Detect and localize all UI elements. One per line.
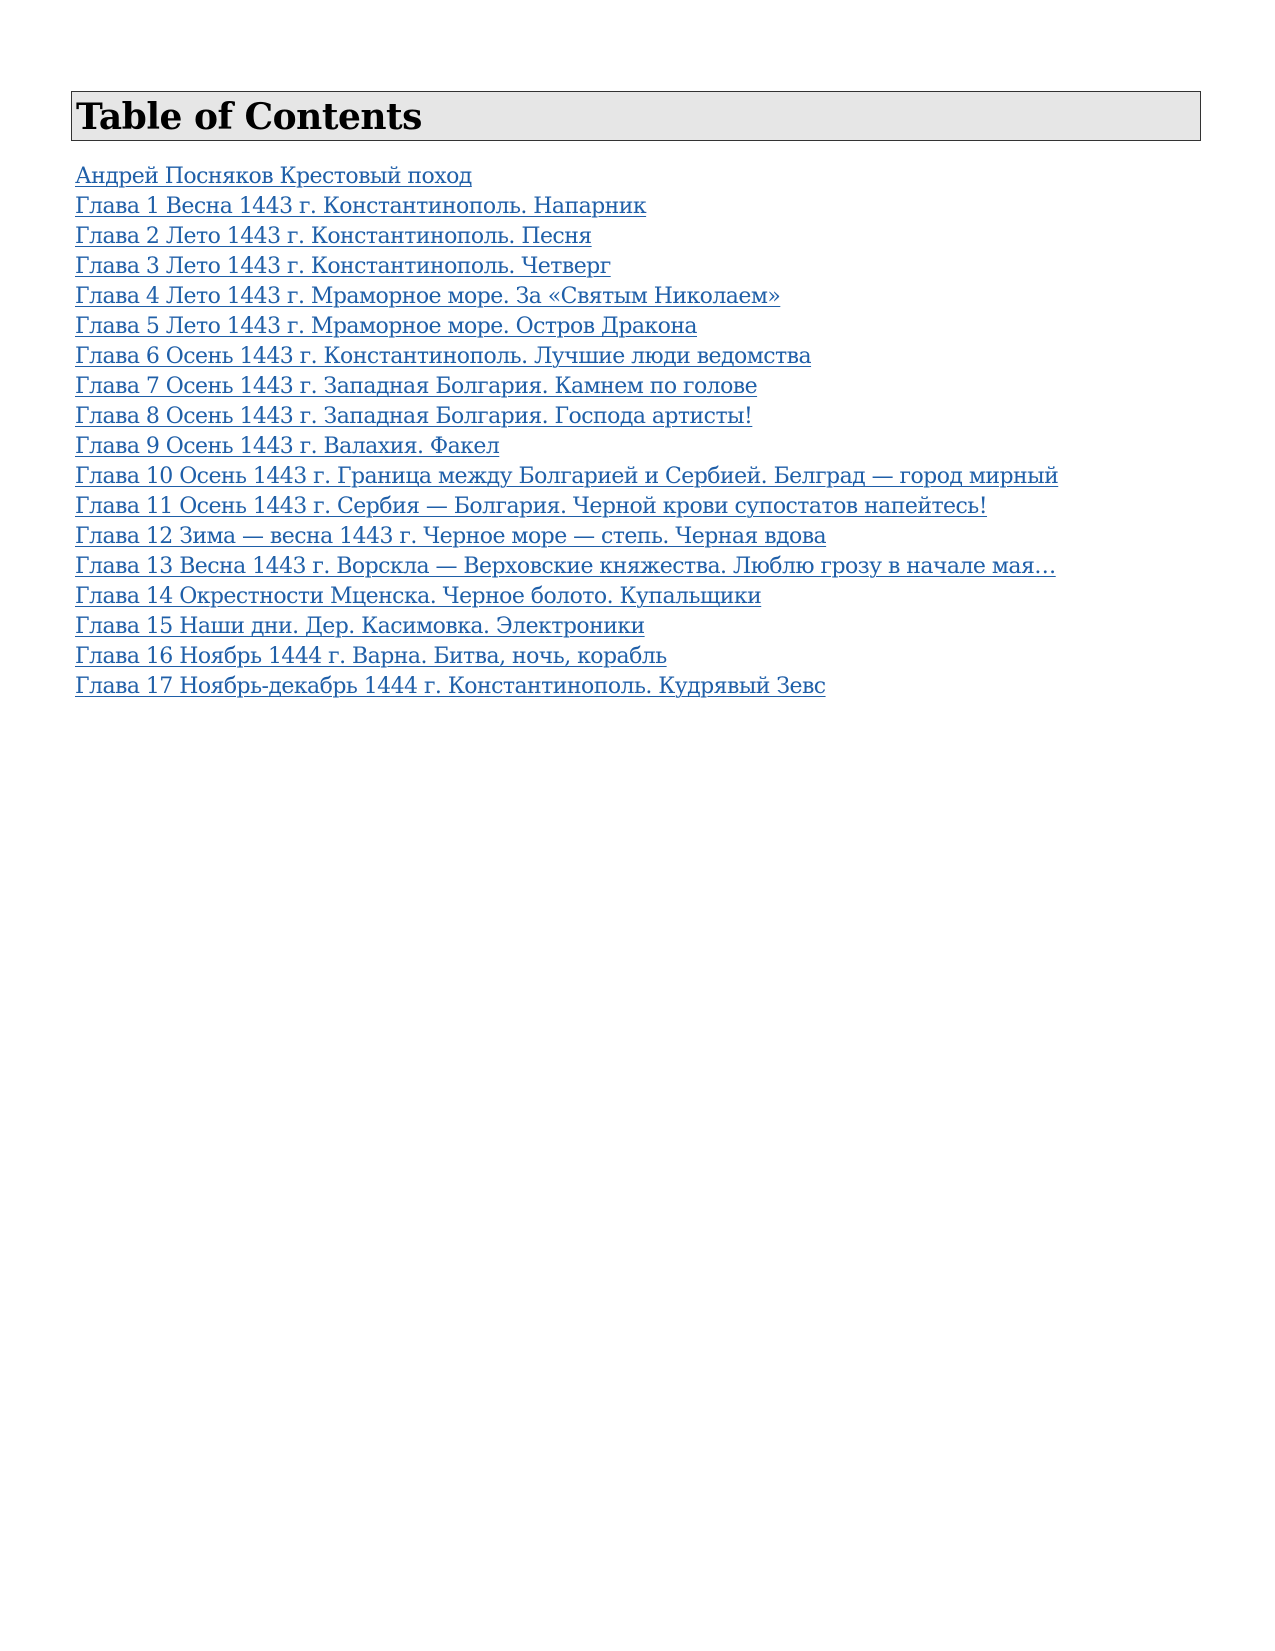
toc-link-chapter-7[interactable]: Глава 7 Осень 1443 г. Западная Болгария. Камнем по голове <box>75 374 758 399</box>
toc-item <box>75 282 1058 312</box>
toc-item <box>75 342 1058 372</box>
toc-link-chapter-9[interactable]: Глава 9 Осень 1443 г. Валахия. Факел <box>75 434 500 459</box>
toc-item <box>75 432 1058 462</box>
toc-item <box>75 492 1058 522</box>
toc-link-chapter-16[interactable]: Глава 16 Ноябрь 1444 г. Варна. Битва, ночь, корабль <box>75 644 667 669</box>
toc-list <box>75 162 1058 702</box>
toc-item <box>75 552 1058 582</box>
toc-link-chapter-1[interactable]: Глава 1 Весна 1443 г. Константинополь. Напарник <box>75 194 647 219</box>
toc-link-chapter-2[interactable]: Глава 2 Лето 1443 г. Константинополь. Песня <box>75 224 592 249</box>
toc-item <box>75 372 1058 402</box>
toc-link-chapter-11[interactable]: Глава 11 Осень 1443 г. Сербия — Болгария. Черной крови супостатов напейтесь! <box>75 494 988 519</box>
toc-link-chapter-15[interactable]: Глава 15 Наши дни. Дер. Касимовка. Электроники <box>75 614 645 639</box>
toc-link-chapter-6[interactable]: Глава 6 Осень 1443 г. Константинополь. Лучшие люди ведомства <box>75 344 812 369</box>
toc-link-chapter-8[interactable]: Глава 8 Осень 1443 г. Западная Болгария. Господа артисты! <box>75 404 753 429</box>
toc-title: Table of Contents <box>76 96 422 138</box>
toc-item <box>75 672 1058 702</box>
toc-link-chapter-12[interactable]: Глава 12 Зима — весна 1443 г. Черное море — степь. Черная вдова <box>75 524 827 549</box>
toc-link-chapter-10[interactable]: Глава 10 Осень 1443 г. Граница между Болгарией и Сербией. Белград — город мирный <box>75 464 1059 489</box>
toc-link-chapter-4[interactable]: Глава 4 Лето 1443 г. Мраморное море. За «Святым Николаем» <box>75 284 781 309</box>
toc-item <box>75 252 1058 282</box>
toc-link-chapter-5[interactable]: Глава 5 Лето 1443 г. Мраморное море. Остров Дракона <box>75 314 698 339</box>
toc-header-box <box>71 91 1201 141</box>
toc-item <box>75 402 1058 432</box>
toc-item <box>75 312 1058 342</box>
toc-link-chapter-3[interactable]: Глава 3 Лето 1443 г. Константинополь. Четверг <box>75 254 611 279</box>
toc-item <box>75 582 1058 612</box>
toc-item <box>75 222 1058 252</box>
toc-link-book-title[interactable]: Андрей Посняков Крестовый поход <box>75 164 472 189</box>
toc-link-chapter-13[interactable]: Глава 13 Весна 1443 г. Ворскла — Верховские княжества. Люблю грозу в начале мая… <box>75 554 1056 579</box>
toc-item <box>75 522 1058 552</box>
toc-link-chapter-17[interactable]: Глава 17 Ноябрь-декабрь 1444 г. Константинополь. Кудрявый Зевс <box>75 674 826 699</box>
toc-item <box>75 642 1058 672</box>
toc-item <box>75 612 1058 642</box>
toc-link-chapter-14[interactable]: Глава 14 Окрестности Мценска. Черное болото. Купальщики <box>75 584 762 609</box>
toc-item <box>75 162 1058 192</box>
toc-item <box>75 462 1058 492</box>
toc-item <box>75 192 1058 222</box>
